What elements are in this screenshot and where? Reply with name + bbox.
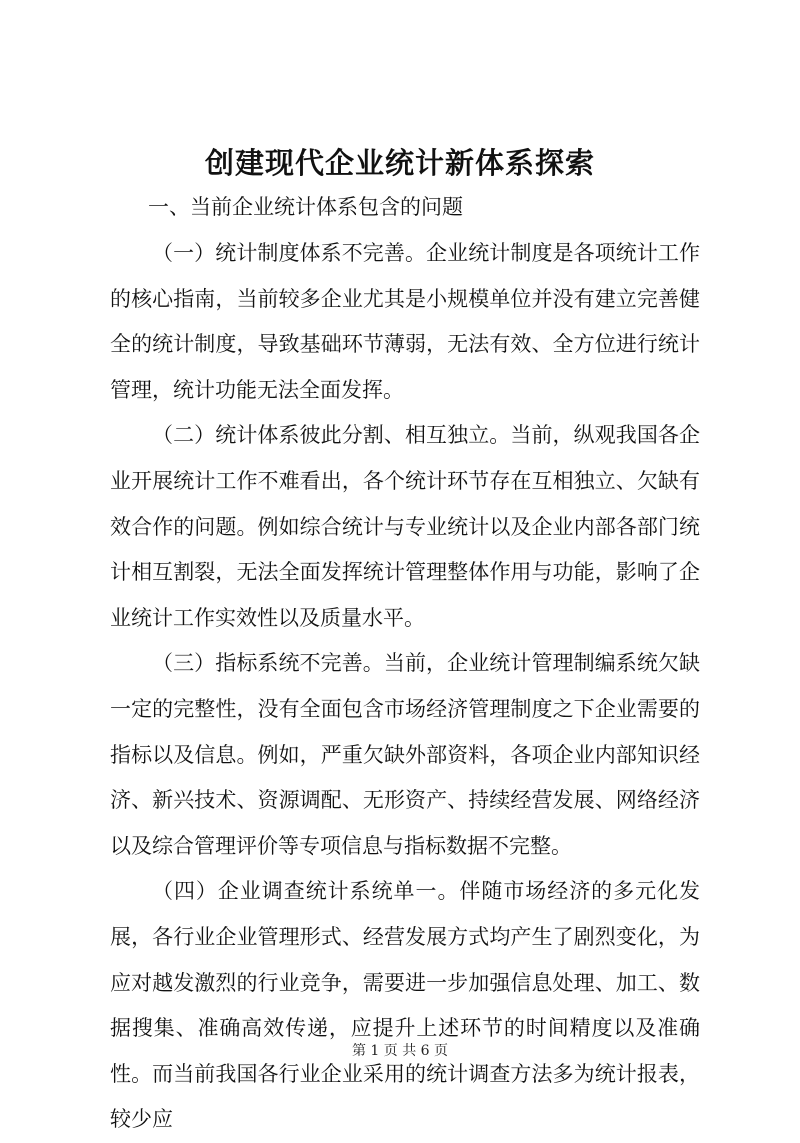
page-number-footer: 第 1 页 共 6 页 (351, 1043, 449, 1059)
paragraph-survey-system: （四）企业调查统计系统单一。伴随市场经济的多元化发展，各行业企业管理形式、经营发展方式均产生了剧烈变化，为应对越发激烈的行业竞争，需要进一步加强信息处理、加工、数据搜集、准确高效传递，应提升上述环节的时间精度以及准确性。而当前我国各行业企业采用的统计调查方法多为统计报表，较少应 (110, 879, 700, 1132)
section-heading: 一、当前企业统计体系包含的问题 (148, 195, 463, 219)
paragraph-statistical-system: （一）统计制度体系不完善。企业统计制度是各项统计工作的核心指南，当前较多企业尤其是小规模单位并没有建立完善健全的统计制度，导致基础环节薄弱，无法有效、全方位进行统计管理，统计功能无法全面发挥。 (110, 241, 700, 402)
paragraph-indicator-system: （三）指标系统不完善。当前，企业统计管理制编系统欠缺一定的完整性，没有全面包含市场经济管理制度之下企业需要的指标以及信息。例如，严重欠缺外部资料，各项企业内部知识经济、新兴技术、资源调配、无形资产、持续经营发展、网络经济以及综合管理评价等专项信息与指标数据不完整。 (110, 651, 700, 858)
document-body (110, 184, 700, 1143)
document-title: 创建现代企业统计新体系探索 (204, 146, 595, 180)
paragraph-separated-systems: （二）统计体系彼此分割、相互独立。当前，纵观我国各企业开展统计工作不难看出，各个统计环节存在互相独立、欠缺有效合作的问题。例如综合统计与专业统计以及企业内部各部门统计相互割裂，无法全面发挥统计管理整体作用与功能，影响了企业统计工作实效性以及质量水平。 (110, 423, 700, 630)
